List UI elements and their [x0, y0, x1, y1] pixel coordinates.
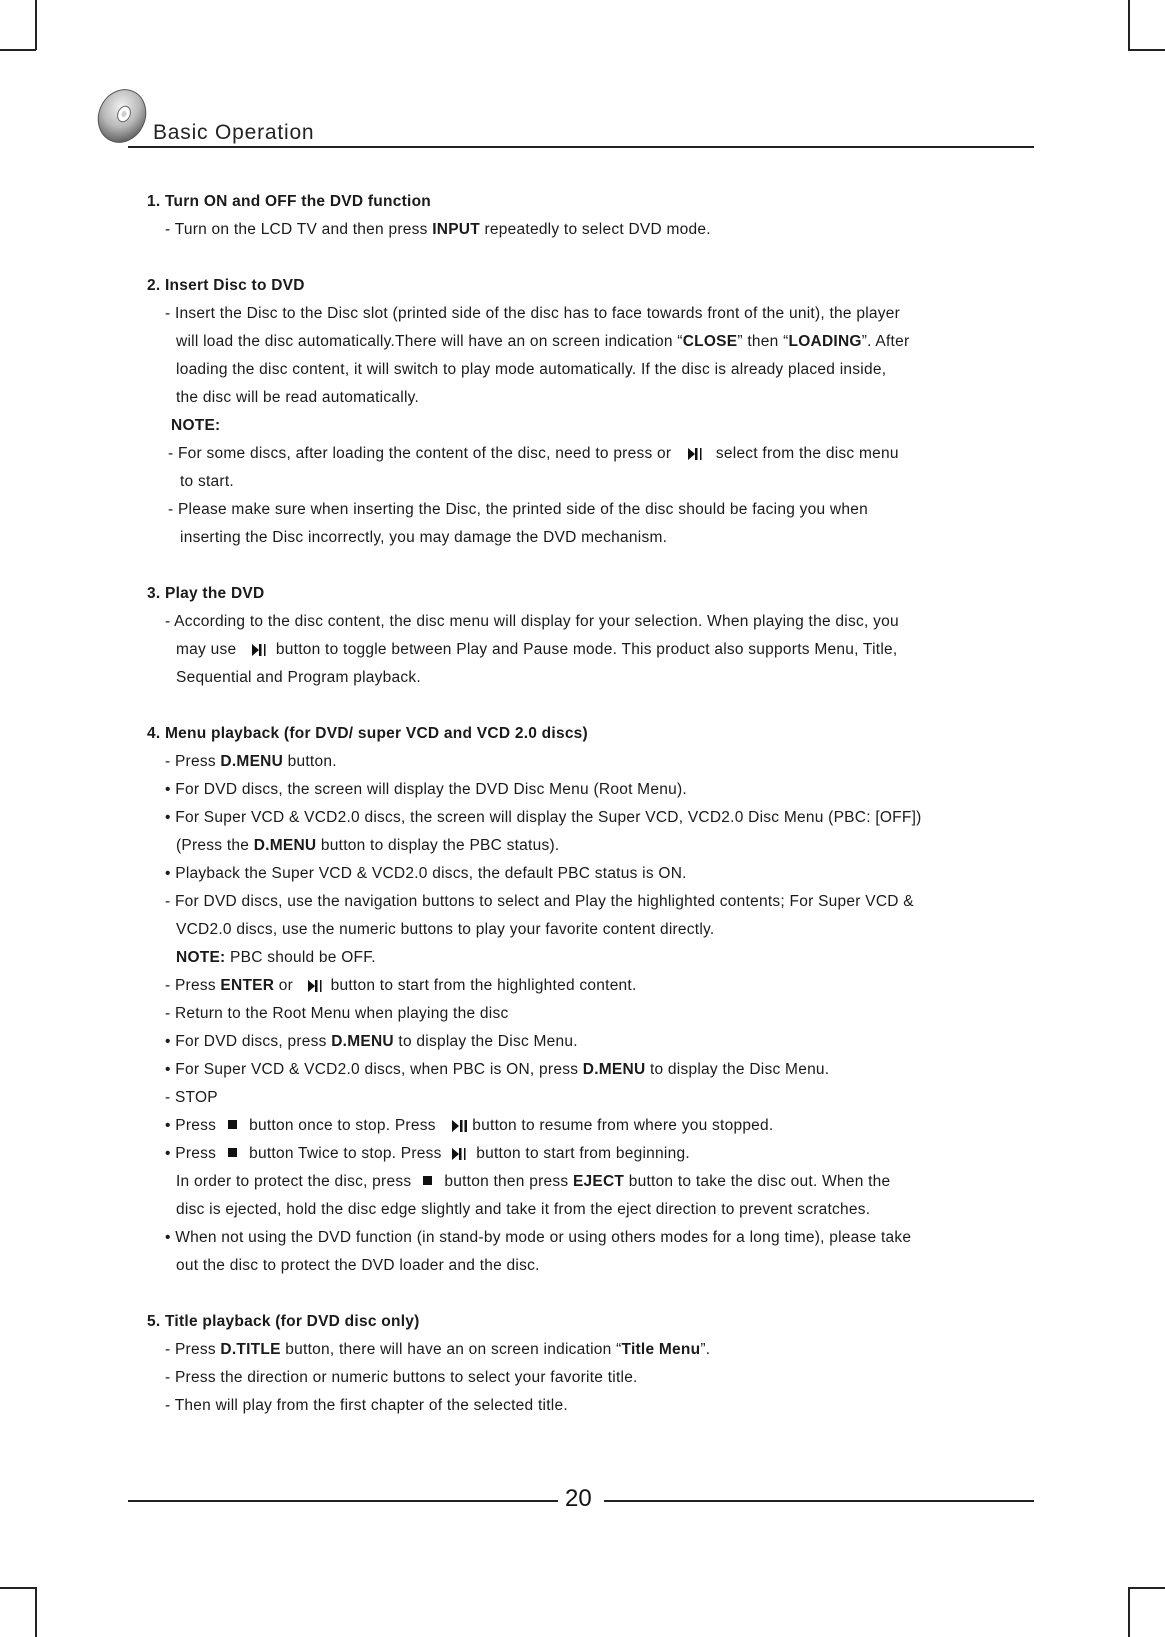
stop-icon — [423, 1176, 432, 1185]
header-rule — [128, 146, 1034, 148]
text-line: • When not using the DVD function (in stand-by mode or using others modes for a long time), please take — [165, 1229, 912, 1246]
text-line: - For some discs, after loading the content of the disc, need to press or select from the disc menu — [168, 445, 899, 462]
note-label: NOTE: — [171, 417, 221, 434]
text-line: • For Super VCD & VCD2.0 discs, the screen will display the Super VCD, VCD2.0 Disc Menu (PBC: [OFF]) — [165, 809, 922, 826]
text-line: loading the disc content, it will switch to play mode automatically. If the disc is already placed inside, — [176, 361, 887, 378]
text-line: - Press the direction or numeric buttons to select your favorite title. — [165, 1369, 638, 1386]
play-pause-icon — [449, 1147, 471, 1161]
crop-mark-top-left-h — [0, 49, 36, 51]
text-line: • Press button once to stop. Press button to resume from where you stopped. — [165, 1117, 774, 1134]
document-body — [147, 188, 1027, 1420]
text-line: disc is ejected, hold the disc edge slightly and take it from the eject direction to prevent scratches. — [176, 1201, 871, 1218]
play-pause-icon — [449, 1119, 471, 1133]
stop-icon — [228, 1120, 237, 1129]
text-line: - Please make sure when inserting the Disc, the printed side of the disc should be facing you when — [168, 501, 868, 518]
text-line: - Then will play from the first chapter of the selected title. — [165, 1397, 568, 1414]
text-line: • For DVD discs, press D.MENU to display the Disc Menu. — [165, 1033, 578, 1050]
text-line: - Return to the Root Menu when playing the disc — [165, 1005, 509, 1022]
text-line: NOTE: PBC should be OFF. — [176, 949, 376, 966]
text-line: • Playback the Super VCD & VCD2.0 discs, the default PBC status is ON. — [165, 865, 687, 882]
section-title: 3. Play the DVD — [147, 585, 265, 602]
text-line: In order to protect the disc, press button then press EJECT button to take the disc out. When the — [176, 1173, 891, 1190]
text-line: to start. — [180, 473, 234, 490]
section-title: 5. Title playback (for DVD disc only) — [147, 1313, 420, 1330]
crop-mark-bottom-right-v — [1128, 1587, 1130, 1637]
crop-mark-bottom-left-v — [35, 1587, 37, 1637]
crop-mark-top-right-v — [1128, 0, 1130, 50]
page-number: 20 — [565, 1485, 592, 1512]
text-line: inserting the Disc incorrectly, you may damage the DVD mechanism. — [180, 529, 668, 546]
crop-mark-top-left-v — [35, 0, 37, 50]
stop-icon — [228, 1148, 237, 1157]
text-line: - Press D.MENU button. — [165, 753, 337, 770]
disc-icon — [96, 86, 158, 148]
crop-mark-top-right-h — [1128, 49, 1165, 51]
footer-rule-right — [604, 1500, 1034, 1502]
text-line: the disc will be read automatically. — [176, 389, 420, 406]
text-line: VCD2.0 discs, use the numeric buttons to play your favorite content directly. — [176, 921, 715, 938]
text-line: - Turn on the LCD TV and then press INPUT repeatedly to select DVD mode. — [165, 221, 711, 238]
text-line: - Press ENTER or button to start from the highlighted content. — [165, 977, 637, 994]
page-header-title: Basic Operation — [153, 121, 315, 144]
text-line: Sequential and Program playback. — [176, 669, 421, 686]
text-line: • For Super VCD & VCD2.0 discs, when PBC is ON, press D.MENU to display the Disc Menu. — [165, 1061, 830, 1078]
text-line: - Press D.TITLE button, there will have an on screen indication “Title Menu”. — [165, 1341, 711, 1358]
text-line: - According to the disc content, the disc menu will display for your selection. When playing the disc, you — [165, 613, 899, 630]
play-pause-icon — [305, 979, 327, 993]
section-title: 4. Menu playback (for DVD/ super VCD and VCD 2.0 discs) — [147, 725, 588, 742]
text-line: out the disc to protect the DVD loader and the disc. — [176, 1257, 540, 1274]
text-line: - For DVD discs, use the navigation buttons to select and Play the highlighted contents; For Super VCD & — [165, 893, 914, 910]
text-line: • Press button Twice to stop. Press button to start from beginning. — [165, 1145, 690, 1162]
text-line: • For DVD discs, the screen will display the DVD Disc Menu (Root Menu). — [165, 781, 687, 798]
text-line: will load the disc automatically.There will have an on screen indication “CLOSE” then “LOADING”. After — [176, 333, 910, 350]
footer-rule-left — [128, 1500, 558, 1502]
play-pause-icon — [249, 643, 271, 657]
text-line: may use button to toggle between Play and Pause mode. This product also supports Menu, Title, — [176, 641, 898, 658]
crop-mark-bottom-left-h — [0, 1587, 36, 1589]
text-line: - Insert the Disc to the Disc slot (printed side of the disc has to face towards front of the unit), the player — [165, 305, 901, 322]
play-pause-icon — [685, 447, 707, 461]
text-line: - STOP — [165, 1089, 218, 1106]
text-line: (Press the D.MENU button to display the PBC status). — [176, 837, 560, 854]
section-title: 1. Turn ON and OFF the DVD function — [147, 193, 432, 210]
section-title: 2. Insert Disc to DVD — [147, 277, 305, 294]
crop-mark-bottom-right-h — [1128, 1587, 1165, 1589]
